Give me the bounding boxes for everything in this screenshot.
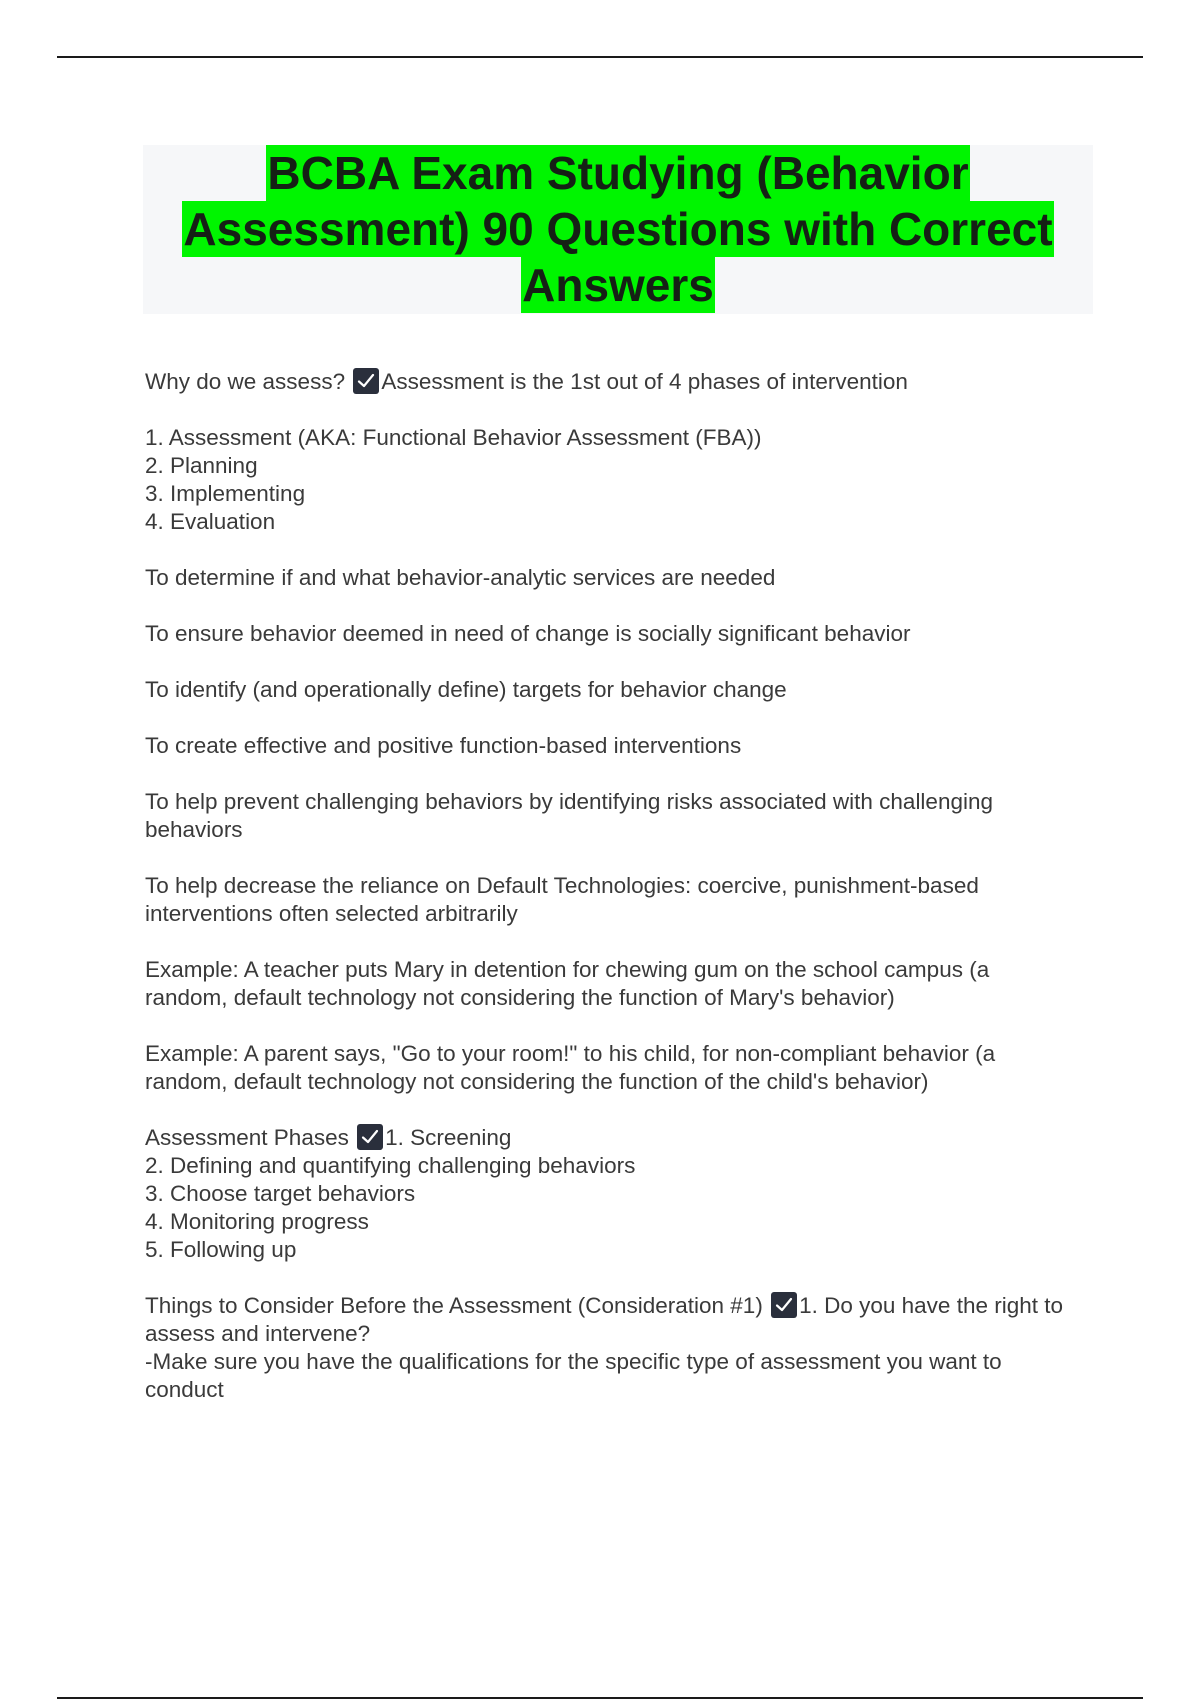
document-body (145, 368, 1070, 1404)
list-item: 4. Monitoring progress (145, 1209, 369, 1234)
list-item: 5. Following up (145, 1237, 297, 1262)
reason-item: To identify (and operationally define) targets for behavior change (145, 677, 787, 702)
reason-item: To help decrease the reliance on Default Technologies: coercive, punishment-based interventions often selected arbitrarily (145, 873, 979, 926)
phase-item: 3. Implementing (145, 481, 306, 506)
question-text: Assessment Phases (145, 1125, 349, 1150)
title-line-1: BCBA Exam Studying (Behavior (267, 147, 969, 199)
reason-item: To ensure behavior deemed in need of change is socially significant behavior (145, 621, 911, 646)
list-item: -Make sure you have the qualifications for the specific type of assessment you want to conduct (145, 1349, 1002, 1402)
phase-item: 4. Evaluation (145, 509, 276, 534)
title-line-2: Assessment) 90 Questions with Correct (183, 203, 1053, 255)
check-box-icon (357, 1124, 383, 1150)
reason-item: To help prevent challenging behaviors by identifying risks associated with challenging behaviors (145, 789, 994, 842)
answer-text: 1. Do you have the right to assess and intervene? (145, 1293, 1064, 1346)
document-title (143, 145, 1093, 313)
reason-item: To create effective and positive function-based interventions (145, 733, 742, 758)
phase-item: 1. Assessment (AKA: Functional Behavior Assessment (FBA)) (145, 425, 762, 450)
qa-assessment-phases (145, 1124, 1070, 1152)
check-box-icon (353, 368, 379, 394)
top-rule (57, 56, 1143, 58)
phase-item: 2. Planning (145, 453, 258, 478)
title-line-3: Answers (522, 259, 714, 311)
title-box (143, 145, 1093, 314)
list-item: 3. Choose target behaviors (145, 1181, 416, 1206)
reason-item: To determine if and what behavior-analytic services are needed (145, 565, 776, 590)
qa-why-assess (145, 368, 1070, 396)
qa-consideration-1 (145, 1292, 1070, 1348)
answer-text: Assessment is the 1st out of 4 phases of intervention (381, 369, 908, 394)
bottom-rule (57, 1697, 1143, 1699)
check-box-icon (771, 1292, 797, 1318)
question-text: Why do we assess? (145, 369, 346, 394)
example-item: Example: A parent says, "Go to your room!" to his child, for non-compliant behavior (a random, default technology not considering the function of the child's behavior) (145, 1041, 996, 1094)
question-text: Things to Consider Before the Assessment (Consideration #1) (145, 1293, 763, 1318)
example-item: Example: A teacher puts Mary in detention for chewing gum on the school campus (a random, default technology not considering the function of Mary's behavior) (145, 957, 990, 1010)
answer-text: 1. Screening (385, 1125, 512, 1150)
list-item: 2. Defining and quantifying challenging behaviors (145, 1153, 636, 1178)
